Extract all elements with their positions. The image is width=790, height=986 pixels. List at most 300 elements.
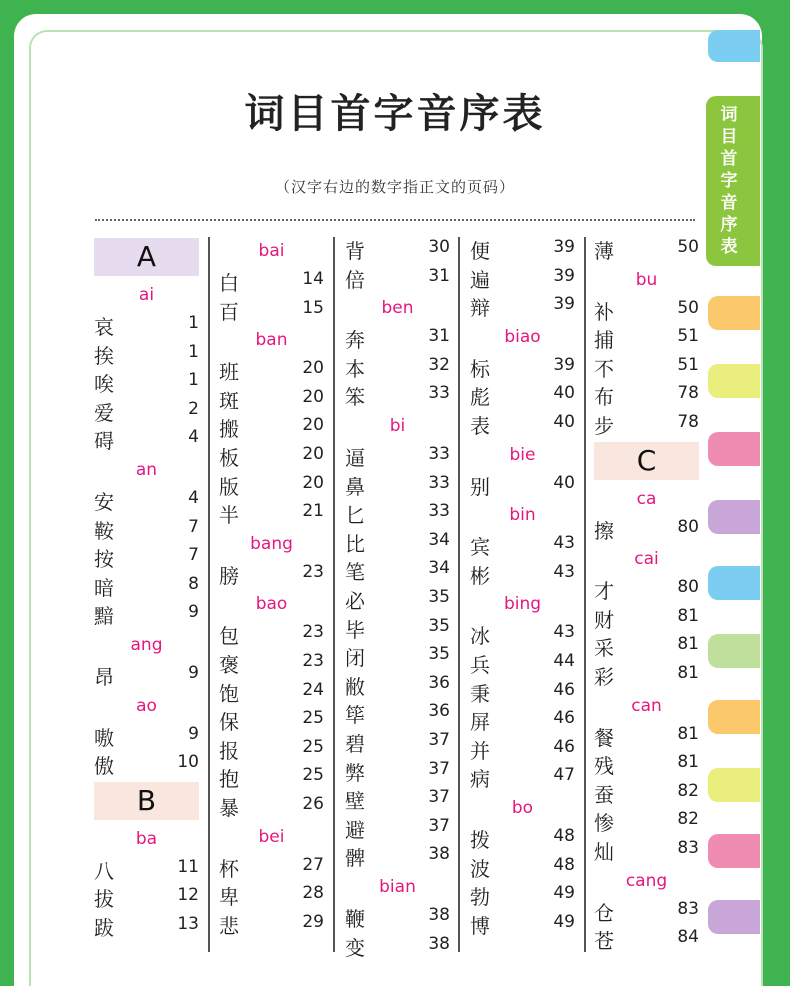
entry-page-number: 38: [428, 844, 450, 865]
index-entry: [470, 910, 575, 938]
index-entry: [594, 925, 699, 953]
entry-character: 比: [345, 531, 365, 556]
entry-character: 别: [470, 474, 490, 499]
index-entry: [345, 699, 450, 727]
entry-character: 背: [345, 239, 365, 263]
entry-character: 苍: [594, 929, 614, 954]
entry-character: 跋: [94, 916, 114, 940]
entry-page-number: 24: [302, 679, 324, 700]
pinyin-label: bang: [250, 533, 293, 554]
entry-character: 饱: [219, 681, 239, 706]
entry-character: 班: [219, 360, 239, 385]
entry-character: 勃: [470, 885, 490, 910]
index-entry: [470, 353, 575, 381]
entry-page-number: 20: [302, 472, 324, 493]
entry-page-number: 37: [428, 730, 450, 750]
entry-page-number: 23: [302, 561, 324, 582]
index-entry: [470, 735, 575, 763]
index-entry: [345, 471, 450, 499]
entry-character: 白: [219, 271, 239, 295]
entry-page-number: 10: [177, 752, 199, 773]
side-tab[interactable]: [708, 500, 760, 534]
index-entry: [594, 632, 699, 660]
side-tab[interactable]: [708, 432, 760, 466]
entry-character: 鼻: [345, 474, 365, 499]
index-entry: [345, 903, 450, 931]
entry-page-number: 43: [553, 622, 575, 643]
entry-character: 仓: [594, 900, 614, 925]
entry-character: 擦: [594, 518, 614, 543]
side-tab[interactable]: [708, 566, 760, 600]
entry-character: 弊: [345, 760, 365, 785]
entry-page-number: 40: [553, 412, 575, 432]
index-column: [94, 235, 209, 955]
pinyin-label: bi: [389, 416, 406, 436]
index-entry: [94, 425, 199, 453]
entry-character: 标: [470, 356, 490, 381]
entry-character: 包: [219, 624, 239, 649]
pinyin-label: an: [135, 460, 158, 480]
entry-page-number: 25: [302, 708, 324, 729]
entry-page-number: 44: [553, 651, 575, 671]
entry-page-number: 33: [428, 501, 450, 522]
index-entry: [345, 642, 450, 670]
entry-character: 保: [219, 710, 239, 735]
entry-character: 半: [219, 503, 239, 528]
entry-character: 蚕: [594, 782, 614, 807]
index-entry: [345, 757, 450, 785]
entry-page-number: 34: [428, 558, 450, 579]
index-column: [594, 235, 709, 955]
index-entry: [219, 296, 324, 324]
entry-character: 屏: [470, 710, 490, 735]
entry-page-number: 47: [553, 765, 575, 786]
index-entry: [345, 932, 450, 960]
side-tab[interactable]: [708, 296, 760, 330]
pinyin-label: ban: [255, 330, 288, 351]
letter-header: A: [94, 238, 199, 276]
entry-character: 昂: [94, 665, 114, 689]
entry-page-number: 23: [302, 622, 324, 643]
entry-page-number: 33: [428, 444, 450, 464]
index-entry: [94, 661, 199, 689]
entry-character: 毕: [345, 617, 365, 642]
index-entry: [345, 556, 450, 584]
entry-page-number: 30: [428, 237, 450, 257]
entry-character: 便: [470, 239, 490, 263]
entry-character: 挨: [94, 343, 114, 368]
entry-page-number: 35: [428, 587, 450, 607]
index-entry: [345, 235, 450, 263]
entry-character: 鞍: [94, 518, 114, 543]
index-entry: [345, 842, 450, 870]
side-tab[interactable]: [708, 364, 760, 398]
index-entry: [470, 706, 575, 734]
entry-page-number: 33: [428, 383, 450, 404]
entry-page-number: 23: [302, 651, 324, 671]
pinyin-label: ao: [136, 695, 157, 716]
index-entry: [219, 471, 324, 499]
index-entry: [470, 881, 575, 909]
entry-page-number: 36: [428, 672, 450, 693]
entry-page-number: 83: [677, 838, 699, 858]
pinyin-label: ang: [130, 635, 163, 655]
entry-character: 抱: [219, 767, 239, 792]
entry-page-number: 4: [188, 488, 199, 508]
entry-page-number: 83: [677, 898, 699, 919]
entry-page-number: 39: [553, 237, 575, 257]
index-entry: [345, 264, 450, 292]
entry-page-number: 26: [302, 794, 324, 814]
entry-page-number: 28: [302, 883, 324, 904]
pinyin-label: ca: [636, 488, 657, 509]
index-entry: [470, 381, 575, 409]
entry-character: 避: [345, 817, 365, 842]
entry-character: 按: [94, 547, 114, 572]
entry-page-number: 13: [177, 914, 199, 934]
entry-page-number: 14: [302, 269, 324, 289]
index-entry: [470, 678, 575, 706]
index-column: [345, 235, 460, 960]
entry-page-number: 39: [553, 265, 575, 286]
entry-page-number: 2: [188, 398, 199, 419]
entry-character: 暗: [94, 575, 114, 600]
index-entry: [594, 897, 699, 925]
entry-character: 匕: [345, 503, 365, 528]
entry-page-number: 49: [553, 883, 575, 904]
index-entry: [470, 531, 575, 559]
entry-page-number: 20: [302, 415, 324, 436]
index-entry: [94, 750, 199, 778]
entry-character: 采: [594, 636, 614, 661]
index-entry: [470, 235, 575, 263]
entry-character: 秉: [470, 681, 490, 706]
entry-page-number: 37: [428, 758, 450, 779]
index-entry: [219, 792, 324, 820]
index-entry: [219, 678, 324, 706]
entry-character: 奔: [345, 328, 365, 353]
index-entry: [470, 649, 575, 677]
side-tab[interactable]: [708, 768, 760, 802]
entry-page-number: 29: [302, 911, 324, 932]
index-entry: [470, 264, 575, 292]
index-entry: [470, 410, 575, 438]
entry-page-number: 39: [553, 354, 575, 375]
index-entry: [219, 499, 324, 527]
entry-character: 彬: [470, 563, 490, 588]
pinyin-label: bie: [509, 444, 536, 465]
pinyin-label: cang: [625, 870, 668, 891]
index-entry: [345, 499, 450, 527]
entry-character: 八: [94, 858, 114, 883]
index-entry: [219, 881, 324, 909]
index-entry: [345, 728, 450, 756]
letter-header: B: [94, 782, 199, 820]
index-entry: [470, 471, 575, 499]
entry-character: 补: [594, 299, 614, 324]
entry-character: 彩: [594, 665, 614, 689]
entry-character: 碍: [94, 429, 114, 454]
index-entry: [594, 296, 699, 324]
pinyin-label: ben: [381, 298, 414, 319]
entry-page-number: 35: [428, 644, 450, 665]
entry-page-number: 15: [302, 297, 324, 318]
entry-page-number: 49: [553, 911, 575, 932]
index-entry: [94, 572, 199, 600]
side-tab-char: 目: [720, 127, 738, 147]
index-entry: [219, 649, 324, 677]
entry-page-number: 81: [677, 634, 699, 655]
pinyin-label: cai: [634, 549, 659, 570]
entry-character: 褒: [219, 653, 239, 677]
index-entry: [94, 912, 199, 940]
entry-page-number: 39: [553, 294, 575, 315]
pinyin-label: can: [631, 695, 662, 716]
index-entry: [94, 883, 199, 911]
index-entry: [345, 528, 450, 556]
entry-character: 不: [594, 356, 614, 381]
index-entry: [219, 560, 324, 588]
index-entry: [594, 779, 699, 807]
entry-character: 财: [594, 607, 614, 632]
entry-page-number: 20: [302, 358, 324, 379]
entry-page-number: 7: [188, 516, 199, 537]
entry-character: 鞭: [345, 907, 365, 931]
entry-character: 必: [345, 589, 365, 613]
entry-page-number: 37: [428, 787, 450, 808]
index-entry: [219, 735, 324, 763]
entry-character: 碧: [345, 732, 365, 756]
index-entry: [594, 410, 699, 438]
index-entry: [219, 442, 324, 470]
entry-character: 壁: [345, 789, 365, 814]
pinyin-label: biao: [504, 326, 541, 347]
entry-character: 遍: [470, 267, 490, 292]
entry-page-number: 38: [428, 933, 450, 954]
index-entry: [94, 855, 199, 883]
entry-character: 哀: [94, 315, 114, 339]
side-tab-char: 首: [720, 149, 738, 169]
entry-page-number: 4: [188, 427, 199, 448]
index-entry: [94, 368, 199, 396]
index-entry: [345, 614, 450, 642]
entry-character: 逼: [345, 446, 365, 470]
page-title: 词目首字音序表: [244, 91, 546, 137]
side-tab-char: 词: [720, 105, 738, 125]
index-entry: [345, 585, 450, 613]
index-entry: [94, 543, 199, 571]
side-tab[interactable]: [708, 30, 760, 62]
entry-page-number: 43: [553, 561, 575, 582]
side-tab[interactable]: [708, 634, 760, 668]
entry-page-number: 48: [553, 854, 575, 875]
index-entry: [470, 292, 575, 320]
index-entry: [594, 836, 699, 864]
entry-page-number: 25: [302, 736, 324, 757]
entry-character: 惨: [594, 811, 614, 836]
entry-page-number: 32: [428, 354, 450, 375]
entry-character: 兵: [470, 653, 490, 677]
entry-character: 薄: [594, 239, 614, 263]
pinyin-label: bian: [379, 877, 416, 897]
entry-page-number: 46: [553, 708, 575, 729]
index-entry: [219, 356, 324, 384]
index-entry: [94, 311, 199, 339]
entry-page-number: 8: [188, 573, 199, 594]
index-entry: [594, 515, 699, 543]
pinyin-label: bao: [255, 594, 288, 615]
entry-page-number: 81: [677, 605, 699, 626]
entry-page-number: 34: [428, 529, 450, 550]
entry-character: 杯: [219, 856, 239, 881]
entry-character: 安: [94, 490, 114, 514]
entry-character: 表: [470, 414, 490, 438]
entry-page-number: 1: [188, 370, 199, 391]
side-tab[interactable]: [708, 834, 760, 868]
entry-character: 本: [345, 356, 365, 381]
index-entry: [345, 353, 450, 381]
entry-character: 嗷: [94, 725, 114, 750]
index-entry: [470, 560, 575, 588]
entry-character: 板: [219, 446, 239, 470]
entry-character: 宾: [470, 535, 490, 560]
entry-page-number: 50: [677, 297, 699, 318]
index-entry: [470, 763, 575, 791]
entry-page-number: 80: [677, 577, 699, 598]
pinyin-label: bing: [503, 594, 542, 615]
entry-page-number: 40: [553, 383, 575, 404]
entry-character: 彪: [470, 385, 490, 410]
index-entry: [219, 763, 324, 791]
entry-page-number: 78: [677, 383, 699, 404]
index-entry: [94, 515, 199, 543]
page-subtitle: （汉字右边的数字指正文的页码）: [274, 178, 515, 196]
entry-character: 波: [470, 856, 490, 881]
pinyin-label: bei: [258, 826, 285, 847]
index-entry: [219, 910, 324, 938]
entry-character: 膀: [219, 563, 239, 588]
entry-page-number: 25: [302, 765, 324, 786]
entry-page-number: 40: [553, 472, 575, 493]
pinyin-label: bo: [511, 798, 534, 818]
entry-page-number: 81: [677, 663, 699, 683]
entry-character: 冰: [470, 624, 490, 649]
index-entry: [594, 661, 699, 689]
entry-page-number: 37: [428, 815, 450, 836]
entry-character: 斑: [219, 388, 239, 413]
entry-page-number: 80: [677, 516, 699, 537]
index-entry: [345, 324, 450, 352]
index-entry: [594, 604, 699, 632]
entry-page-number: 33: [428, 472, 450, 493]
entry-character: 搬: [219, 417, 239, 442]
entry-page-number: 36: [428, 701, 450, 722]
entry-page-number: 9: [188, 663, 199, 683]
index-entry: [594, 235, 699, 263]
index-entry: [94, 340, 199, 368]
dotted-divider: [95, 219, 695, 221]
entry-character: 笔: [345, 560, 365, 585]
index-entry: [345, 671, 450, 699]
entry-page-number: 11: [177, 856, 199, 877]
entry-page-number: 81: [677, 752, 699, 773]
index-entry: [470, 853, 575, 881]
side-tab-char: 音: [720, 193, 738, 213]
entry-character: 唉: [94, 372, 114, 397]
entry-character: 拔: [94, 887, 114, 912]
entry-character: 暴: [219, 796, 239, 820]
entry-character: 才: [594, 579, 614, 604]
entry-character: 病: [470, 767, 490, 792]
side-tab-char: 字: [720, 171, 738, 191]
entry-page-number: 43: [553, 533, 575, 554]
entry-page-number: 84: [677, 927, 699, 948]
entry-character: 拨: [470, 828, 490, 852]
entry-character: 步: [594, 414, 614, 438]
index-entry: [594, 575, 699, 603]
index-entry: [94, 397, 199, 425]
index-entry: [594, 381, 699, 409]
side-tab[interactable]: [708, 900, 760, 934]
index-entry: [594, 324, 699, 352]
index-entry: [594, 353, 699, 381]
side-tab[interactable]: [708, 700, 760, 734]
entry-page-number: 35: [428, 615, 450, 636]
entry-page-number: 27: [302, 854, 324, 875]
index-entry: [345, 785, 450, 813]
pinyin-label: ai: [138, 285, 155, 305]
entry-character: 博: [470, 913, 490, 938]
entry-page-number: 81: [677, 723, 699, 744]
entry-character: 闭: [345, 646, 365, 671]
index-entry: [594, 750, 699, 778]
index-entry: [470, 824, 575, 852]
entry-page-number: 51: [677, 326, 699, 347]
entry-character: 灿: [594, 840, 614, 864]
entry-page-number: 20: [302, 444, 324, 464]
index-entry: [94, 722, 199, 750]
entry-page-number: 9: [188, 723, 199, 744]
entry-character: 并: [470, 738, 490, 763]
entry-character: 黯: [94, 604, 114, 629]
index-entry: [219, 385, 324, 413]
pinyin-label: bu: [635, 269, 658, 290]
entry-character: 悲: [219, 913, 239, 938]
pinyin-label: bin: [509, 505, 536, 526]
index-entry: [219, 620, 324, 648]
index-entry: [219, 853, 324, 881]
index-entry: [345, 814, 450, 842]
entry-page-number: 38: [428, 905, 450, 925]
entry-page-number: 82: [677, 780, 699, 801]
entry-page-number: 50: [677, 237, 699, 257]
entry-character: 敝: [345, 674, 365, 699]
entry-page-number: 7: [188, 545, 199, 566]
entry-page-number: 21: [302, 501, 324, 522]
entry-character: 笨: [345, 385, 365, 410]
entry-character: 捕: [594, 328, 614, 353]
index-entry: [594, 807, 699, 835]
entry-page-number: 31: [428, 265, 450, 286]
entry-page-number: 48: [553, 826, 575, 846]
pinyin-label: ba: [135, 828, 158, 849]
entry-page-number: 46: [553, 736, 575, 757]
entry-character: 倍: [345, 267, 365, 292]
index-entry: [219, 413, 324, 441]
entry-page-number: 51: [677, 354, 699, 375]
side-tab-char: 序: [720, 215, 738, 235]
entry-character: 残: [594, 754, 614, 779]
